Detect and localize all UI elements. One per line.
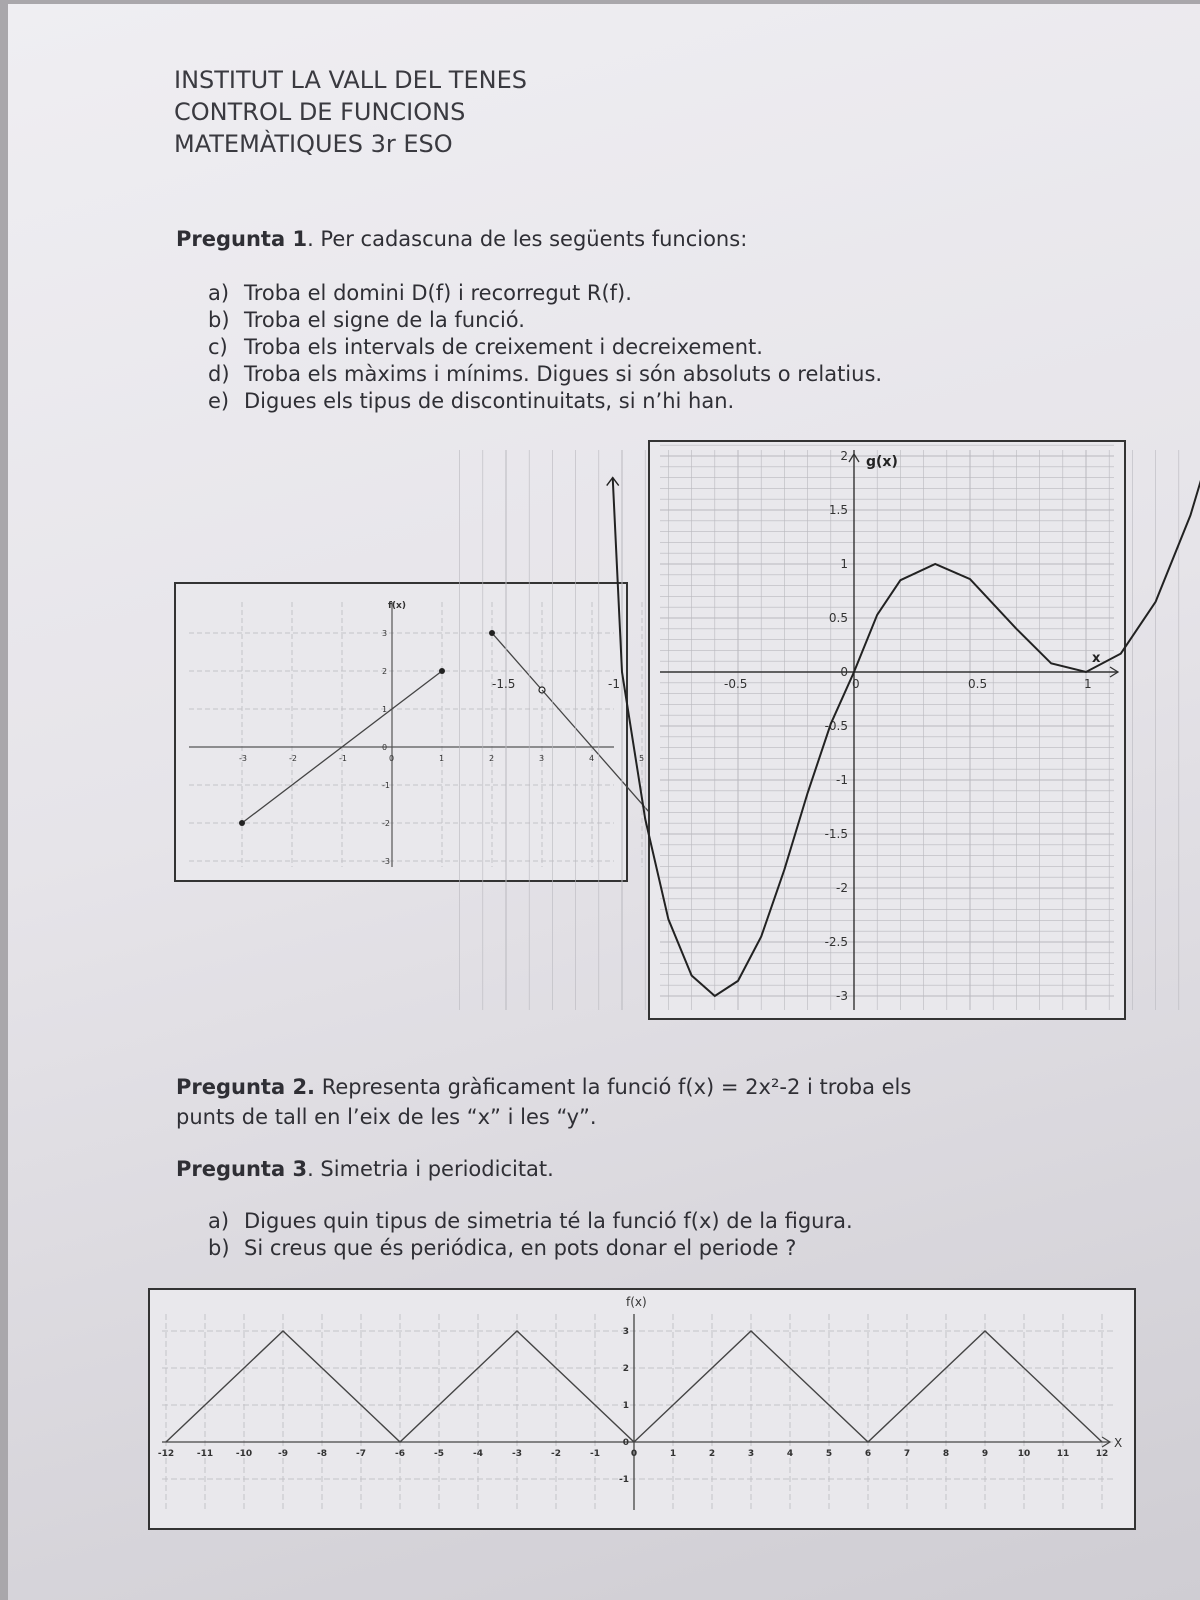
closed-point xyxy=(239,820,245,826)
list-item: b) Troba el signe de la funció. xyxy=(208,308,525,332)
closed-point xyxy=(439,668,445,674)
question-2-text-2: punts de tall en l’eix de les “x” i les “y”. xyxy=(176,1105,597,1129)
x-tick-label: -5 xyxy=(434,1449,444,1459)
school-name: INSTITUT LA VALL DEL TENES xyxy=(174,66,527,94)
chart-frame xyxy=(649,441,1125,1019)
x-tick-label: 4 xyxy=(589,754,595,763)
x-tick-label: 6 xyxy=(864,1449,872,1459)
question-3-text: . Simetria i periodicitat. xyxy=(307,1157,554,1181)
x-tick-label: 1 xyxy=(439,754,445,763)
question-3-label: Pregunta 3 xyxy=(176,1157,308,1181)
x-tick-label: -1 xyxy=(339,754,347,763)
x-tick-label: 12 xyxy=(1095,1449,1109,1459)
list-item: a) Troba el domini D(f) i recorregut R(f). xyxy=(208,281,632,305)
x-tick-label: 5 xyxy=(639,754,645,763)
chart-periodic-f xyxy=(148,1288,1136,1530)
y-tick-label: -1.5 xyxy=(824,827,848,841)
closed-point xyxy=(489,630,495,636)
x-tick-label: 8 xyxy=(942,1449,950,1459)
y-tick-label: 0 xyxy=(840,665,848,679)
y-tick-label: 2 xyxy=(382,667,388,676)
y-tick-label: -2.5 xyxy=(824,935,848,949)
question-3 xyxy=(176,1154,554,1184)
subject-course: MATEMÀTIQUES 3r ESO xyxy=(174,130,453,158)
x-tick-label: 5 xyxy=(825,1449,833,1459)
chart-frame xyxy=(175,583,627,881)
y-tick-label: 1 xyxy=(622,1401,629,1411)
y-tick-label: 1 xyxy=(840,557,848,571)
x-tick-label: -1 xyxy=(590,1449,600,1459)
x-tick-label: -2 xyxy=(551,1449,561,1459)
x-tick-label: 9 xyxy=(981,1449,989,1459)
x-tick-label: 0 xyxy=(389,754,395,763)
y-axis-label: f(x) xyxy=(626,1295,647,1309)
x-tick-label: -8 xyxy=(317,1449,327,1459)
x-axis-label: x xyxy=(1092,651,1101,666)
x-tick-label: 3 xyxy=(539,754,545,763)
x-tick-label: 0 xyxy=(852,677,860,691)
x-tick-label: 3 xyxy=(747,1449,755,1459)
x-tick-label: -3 xyxy=(239,754,247,763)
question-2-label: Pregunta 2. xyxy=(176,1075,316,1099)
y-tick-label: -2 xyxy=(836,881,848,895)
y-tick-label: -3 xyxy=(382,857,390,866)
x-tick-label: -0.5 xyxy=(724,677,748,691)
y-axis-label: g(x) xyxy=(866,454,898,470)
x-axis-label: X xyxy=(1114,1436,1123,1450)
x-tick-label: -7 xyxy=(356,1449,366,1459)
x-tick-label: 0.5 xyxy=(968,677,988,691)
y-tick-label: 3 xyxy=(382,629,388,638)
question-3-items xyxy=(208,1208,853,1262)
question-2-text-1: Representa gràficament la funció f(x) = 2x²-2 i troba els xyxy=(315,1075,912,1099)
question-1-items xyxy=(208,280,882,415)
x-tick-label: 1 xyxy=(669,1449,677,1459)
x-tick-label: -10 xyxy=(235,1449,253,1459)
y-tick-label: -1 xyxy=(619,1475,629,1485)
chart-g xyxy=(492,440,1126,1020)
y-tick-label: 0 xyxy=(382,743,388,752)
y-tick-label: 1 xyxy=(382,705,388,714)
y-tick-label: -3 xyxy=(836,989,848,1003)
y-tick-label: -2 xyxy=(382,819,390,828)
list-item: b) Si creus que és periódica, en pots donar el periode ? xyxy=(208,1236,797,1260)
x-tick-label: -4 xyxy=(473,1449,483,1459)
question-1-label: Pregunta 1 xyxy=(176,227,308,251)
x-tick-label: -1.5 xyxy=(492,677,516,691)
list-item: c) Troba els intervals de creixement i decreixement. xyxy=(208,335,763,359)
y-tick-label: 2 xyxy=(622,1364,629,1374)
y-tick-label: -0.5 xyxy=(824,719,848,733)
list-item: a) Digues quin tipus de simetria té la funció f(x) de la figura. xyxy=(208,1209,853,1233)
chart-frame xyxy=(149,1289,1135,1529)
exam-header xyxy=(174,64,527,160)
list-item: e) Digues els tipus de discontinuitats, si n’hi han. xyxy=(208,389,735,413)
x-tick-label: 4 xyxy=(786,1449,794,1459)
y-tick-label: 1.5 xyxy=(828,503,848,517)
x-tick-label: 10 xyxy=(1017,1449,1031,1459)
x-tick-label: -1 xyxy=(608,677,620,691)
x-tick-label: -2 xyxy=(289,754,297,763)
y-tick-label: -1 xyxy=(382,781,390,790)
exam-title: CONTROL DE FUNCIONS xyxy=(174,98,466,126)
x-tick-label: 1 xyxy=(1084,677,1092,691)
x-tick-label: -6 xyxy=(395,1449,405,1459)
question-1-text: . Per cadascuna de les següents funcions: xyxy=(307,227,748,251)
y-tick-label: 2 xyxy=(840,449,848,463)
x-tick-label: -11 xyxy=(196,1449,214,1459)
x-tick-label: -12 xyxy=(157,1449,175,1459)
x-tick-label: 11 xyxy=(1056,1449,1070,1459)
chart-piecewise-f xyxy=(174,582,645,882)
question-2 xyxy=(176,1072,911,1132)
x-tick-label: -9 xyxy=(278,1449,288,1459)
question-1 xyxy=(176,224,747,254)
list-item: d) Troba els màxims i mínims. Digues si són absoluts o relatius. xyxy=(208,362,883,386)
y-tick-label: 3 xyxy=(622,1327,629,1337)
y-tick-label: 0.5 xyxy=(828,611,848,625)
x-tick-label: 2 xyxy=(708,1449,716,1459)
x-tick-label: 0 xyxy=(630,1449,638,1459)
y-tick-label: -1 xyxy=(836,773,848,787)
y-axis-label: f(x) xyxy=(388,601,406,611)
x-tick-label: -3 xyxy=(512,1449,522,1459)
x-tick-label: 2 xyxy=(489,754,495,763)
y-tick-label: 0 xyxy=(622,1438,629,1448)
x-tick-label: 7 xyxy=(903,1449,911,1459)
